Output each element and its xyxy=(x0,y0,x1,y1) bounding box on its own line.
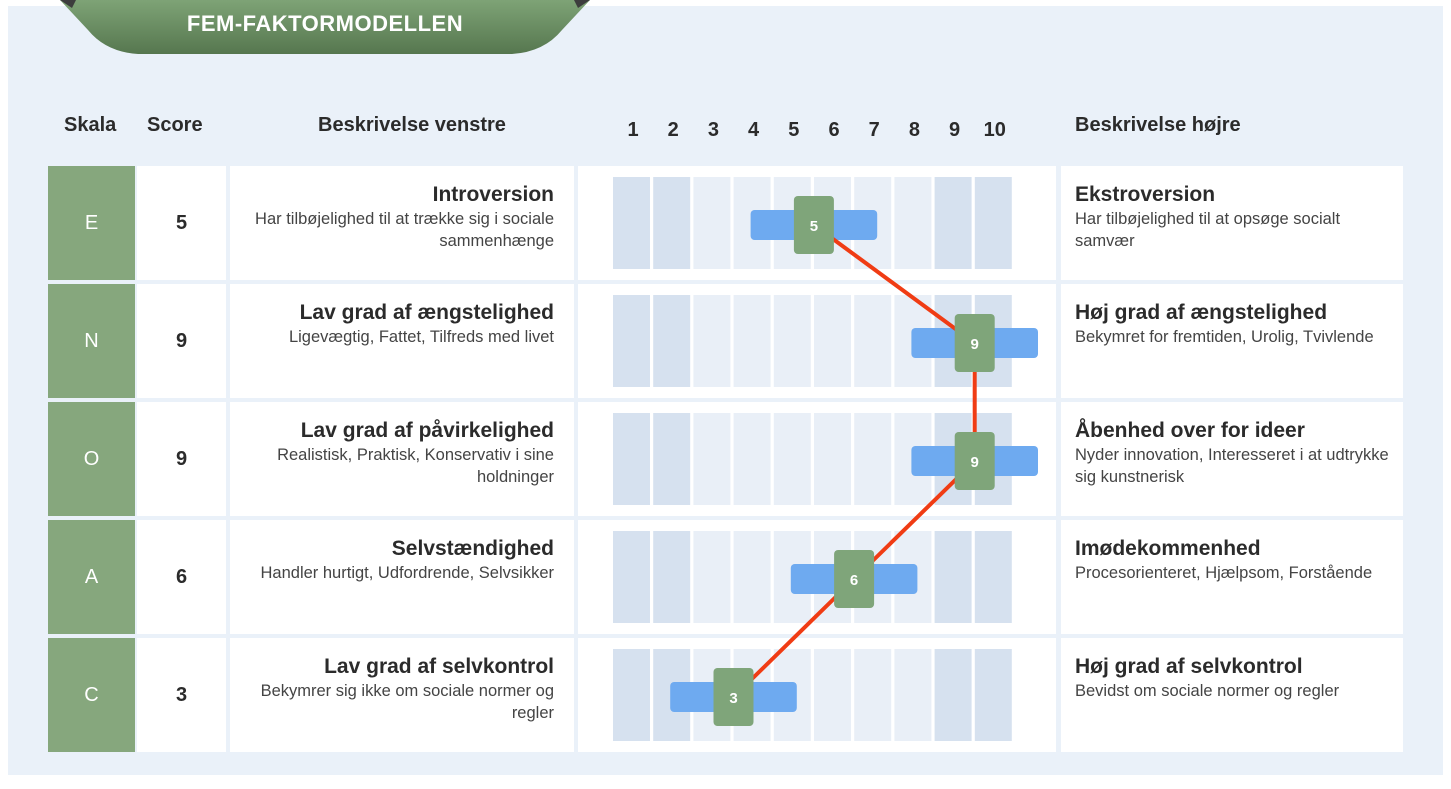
score-cell: 5 xyxy=(137,166,226,280)
right-description-text: Nyder innovation, Interesseret i at udtrykke sig kunstnerisk xyxy=(1075,446,1389,486)
scale-column xyxy=(894,177,931,269)
scale-column xyxy=(693,295,730,387)
right-description-title: Imødekommenhed xyxy=(1075,537,1261,560)
score-marker-label: 9 xyxy=(970,454,979,471)
scale-column xyxy=(935,649,972,741)
score-marker-label: 9 xyxy=(970,336,979,353)
right-description-text: Procesorienteret, Hjælpsom, Forstående xyxy=(1075,564,1373,582)
right-description-text: Bevidst om sociale normer og regler xyxy=(1075,682,1340,700)
score-cell: 9 xyxy=(137,284,226,398)
scale-column xyxy=(935,177,972,269)
left-description-text: Ligevægtig, Fattet, Tilfreds med livet xyxy=(288,328,554,346)
scale-column xyxy=(854,649,891,741)
x-tick-label: 1 xyxy=(627,119,639,141)
scale-cell: N xyxy=(48,284,135,398)
left-description-title: Lav grad af selvkontrol xyxy=(324,655,554,678)
scale-column xyxy=(693,413,730,505)
scale-column xyxy=(774,295,811,387)
scale-cell: C xyxy=(48,638,135,752)
scale-column xyxy=(734,413,771,505)
x-tick-label: 5 xyxy=(788,119,800,141)
left-description-title: Introversion xyxy=(432,183,554,206)
score-marker-label: 6 xyxy=(849,572,859,589)
scale-column xyxy=(975,177,1012,269)
scale-column xyxy=(653,413,690,505)
left-description-title: Lav grad af påvirkelighed xyxy=(300,419,554,442)
right-description-title: Høj grad af ængstelighed xyxy=(1075,301,1328,324)
left-description-text: Har tilbøjelighed til at trække sig i sociale sammenhænge xyxy=(255,210,554,250)
scale-cell: A xyxy=(48,520,135,634)
x-tick-label: 7 xyxy=(868,119,880,141)
right-description-text: Har tilbøjelighed til at opsøge socialt samvær xyxy=(1075,210,1341,250)
score-marker-label: 3 xyxy=(729,690,738,707)
x-tick-label: 8 xyxy=(908,119,920,141)
scale-column xyxy=(814,649,851,741)
scale-column xyxy=(734,531,771,623)
scale-column xyxy=(653,177,690,269)
scale-column xyxy=(693,177,730,269)
scale-column xyxy=(894,649,931,741)
scale-column xyxy=(653,295,690,387)
scale-column xyxy=(975,531,1012,623)
left-description-title: Selvstændighed xyxy=(391,537,554,560)
header-score: Score xyxy=(147,114,203,136)
right-description-title: Åbenhed over for ideer xyxy=(1075,419,1305,442)
left-description-text: Realistisk, Praktisk, Konservativ i sine holdninger xyxy=(277,446,554,486)
scale-column xyxy=(693,531,730,623)
scale-column xyxy=(653,531,690,623)
score-cell: 9 xyxy=(137,402,226,516)
scale-column xyxy=(613,177,650,269)
scale-column xyxy=(814,295,851,387)
scale-column xyxy=(814,413,851,505)
x-tick-label: 4 xyxy=(748,119,760,141)
scale-column xyxy=(975,649,1012,741)
right-description-text: Bekymret for fremtiden, Urolig, Tvivlende xyxy=(1075,328,1374,346)
scale-cell: O xyxy=(48,402,135,516)
page-title: FEM-FAKTORMODELLEN xyxy=(186,11,464,36)
scale-cell: E xyxy=(48,166,135,280)
scale-column xyxy=(613,649,650,741)
scale-column xyxy=(613,531,650,623)
right-description-title: Høj grad af selvkontrol xyxy=(1075,655,1303,678)
right-description-title: Ekstroversion xyxy=(1075,183,1216,206)
header-right-description: Beskrivelse højre xyxy=(1075,114,1241,136)
x-tick-label: 9 xyxy=(949,119,961,141)
score-cell: 3 xyxy=(137,638,226,752)
score-marker-label: 5 xyxy=(809,218,819,235)
scale-column xyxy=(613,413,650,505)
scale-column xyxy=(854,295,891,387)
scale-column xyxy=(734,295,771,387)
score-cell: 6 xyxy=(137,520,226,634)
left-description-text: Handler hurtigt, Udfordrende, Selvsikker xyxy=(260,564,554,582)
x-tick-label: 10 xyxy=(983,119,1006,141)
x-tick-label: 6 xyxy=(828,119,840,141)
scale-column xyxy=(854,413,891,505)
scale-column xyxy=(774,413,811,505)
header-scale: Skala xyxy=(64,114,117,136)
header-left-description: Beskrivelse venstre xyxy=(318,114,506,136)
x-tick-label: 3 xyxy=(707,119,719,141)
left-description-text: Bekymrer sig ikke om sociale normer og regler xyxy=(260,682,554,722)
scale-column xyxy=(935,531,972,623)
x-tick-label: 2 xyxy=(667,119,679,141)
scale-column xyxy=(613,295,650,387)
left-description-title: Lav grad af ængstelighed xyxy=(299,301,554,324)
